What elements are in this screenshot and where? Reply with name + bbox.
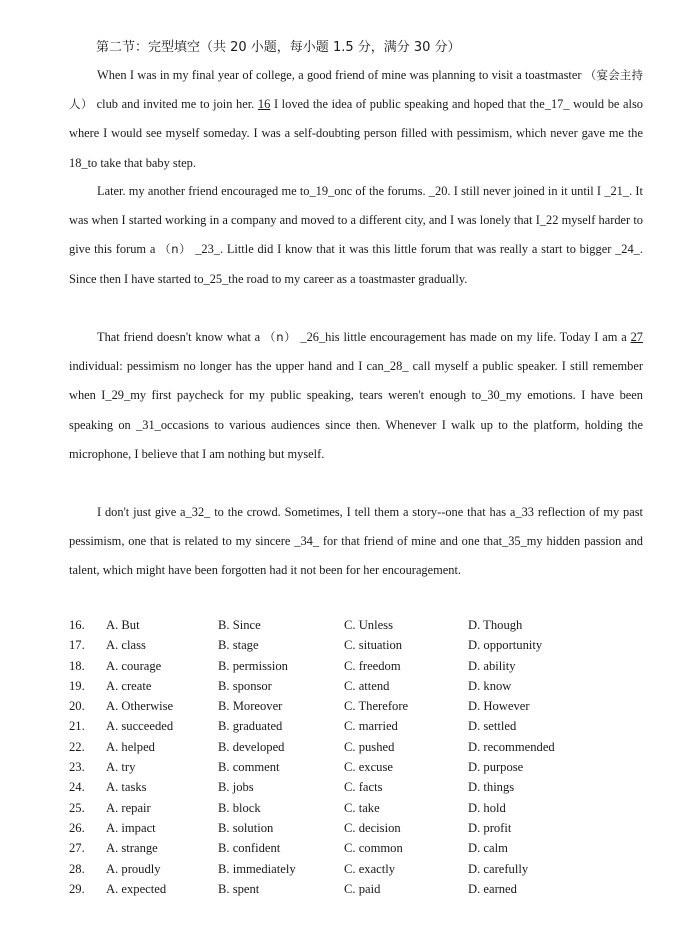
- option-b: B. Since: [218, 618, 261, 632]
- option-b: B. sponsor: [218, 678, 272, 693]
- section-heading: 第二节：完型填空（共 20 小题，每小题 1.5 分，满分 30 分）: [96, 40, 461, 55]
- option-c: C. freedom: [344, 658, 401, 673]
- passage-paragraph-2: [69, 177, 643, 294]
- passage-paragraph-4: [69, 498, 643, 586]
- passage-note: （n）: [159, 242, 192, 257]
- question-row-17: [69, 635, 659, 655]
- passage-note: （宴会主持人）: [69, 68, 643, 112]
- option-c: C. paid: [344, 881, 381, 896]
- option-c: C. situation: [344, 638, 403, 653]
- option-d: D. However: [468, 699, 530, 714]
- option-b: B. jobs: [218, 780, 254, 795]
- question-row-28: [69, 859, 659, 879]
- option-d: D. ability: [468, 658, 516, 673]
- question-row-25: [69, 798, 659, 818]
- option-c: C. attend: [344, 678, 390, 693]
- question-number: 27.: [69, 841, 85, 856]
- option-c: C. Therefore: [344, 699, 409, 714]
- answer-options-list: [69, 615, 659, 899]
- option-a: A. tasks: [106, 780, 147, 795]
- option-c: C. married: [344, 719, 398, 734]
- passage-text: club and invited me to join her.: [96, 97, 255, 112]
- question-number: 17.: [69, 638, 85, 653]
- option-c: C. Unless: [344, 618, 393, 632]
- passage-text: When I was in my final year of college, a good friend of mine was planning to visit a toastmaster: [97, 68, 582, 82]
- question-row-21: [69, 716, 659, 736]
- option-b: B. developed: [218, 739, 285, 754]
- passage-text: That friend doesn't know what a: [97, 330, 261, 344]
- option-d: D. Though: [468, 618, 523, 632]
- question-number: 18.: [69, 658, 85, 673]
- option-a: A. expected: [106, 881, 167, 896]
- passage-text: _23_. Little did I know that it was this little forum that was really a start to bigger _24_. Since then I have started to_25_the road to my career as a toastmaster gradually.: [69, 242, 643, 286]
- passage-paragraph-1: [69, 61, 643, 178]
- option-c: C. exactly: [344, 861, 396, 876]
- question-row-19: [69, 676, 659, 696]
- option-a: A. class: [106, 638, 146, 653]
- question-number: 20.: [69, 699, 85, 714]
- question-row-29: [69, 879, 659, 899]
- option-b: B. spent: [218, 881, 260, 896]
- option-a: A. strange: [106, 841, 158, 856]
- option-c: C. facts: [344, 780, 383, 795]
- option-a: A. proudly: [106, 861, 161, 876]
- option-a: A. impact: [106, 820, 156, 835]
- blank-27: 27: [630, 330, 643, 344]
- option-b: B. Moreover: [218, 699, 283, 714]
- option-b: B. graduated: [218, 719, 283, 734]
- option-d: D. earned: [468, 881, 517, 896]
- question-number: 19.: [69, 678, 85, 693]
- option-a: A. create: [106, 678, 152, 693]
- question-number: 21.: [69, 719, 85, 734]
- option-b: B. stage: [218, 638, 259, 653]
- question-number: 24.: [69, 780, 85, 795]
- option-b: B. block: [218, 800, 261, 815]
- question-row-23: [69, 757, 659, 777]
- question-number: 23.: [69, 760, 85, 775]
- question-row-26: [69, 818, 659, 838]
- option-d: D. know: [468, 678, 512, 693]
- option-b: B. confident: [218, 841, 281, 856]
- option-d: D. hold: [468, 800, 506, 815]
- option-c: C. pushed: [344, 739, 395, 754]
- passage-text: _26_his little encouragement has made on my life. Today I am a: [300, 330, 627, 344]
- option-d: D. things: [468, 780, 515, 795]
- question-row-20: [69, 696, 659, 716]
- passage-text: I don't just give a_32_ to the crowd. Sometimes, I tell them a story--one that has a_33 reflection of my past pessimism, one that is related to my sincere _34_ for that friend of mine and one that_35_my hidden passion and talent, which might have been forgotten had it not been for her encouragement.: [69, 505, 643, 578]
- question-number: 28.: [69, 861, 85, 876]
- question-number: 22.: [69, 739, 85, 754]
- question-number: 25.: [69, 800, 85, 815]
- blank-16: 16: [257, 97, 271, 112]
- option-a: A. try: [106, 760, 136, 775]
- option-a: A. But: [106, 618, 140, 632]
- passage-paragraph-3: [69, 323, 643, 469]
- option-a: A. courage: [106, 658, 162, 673]
- question-row-16: [69, 615, 659, 635]
- question-row-22: [69, 737, 659, 757]
- option-b: B. solution: [218, 820, 274, 835]
- option-d: D. settled: [468, 719, 517, 734]
- passage-text: I loved the idea of public speaking and hoped that the_17_ would be also where I would see myself someday. I was a self-doubting person filled with pessimism, which never gave me the 18_to take that baby step.: [69, 97, 644, 170]
- option-c: C. excuse: [344, 760, 393, 775]
- question-number: 26.: [69, 820, 85, 835]
- question-number: 16.: [69, 618, 85, 632]
- question-row-24: [69, 777, 659, 797]
- option-b: B. permission: [218, 658, 288, 673]
- option-b: B. immediately: [218, 861, 296, 876]
- option-d: D. profit: [468, 820, 512, 835]
- question-row-27: [69, 838, 659, 858]
- option-d: D. purpose: [468, 760, 524, 775]
- passage-text: Later. my another friend encouraged me to_19_onc of the forums. _20. I still never joined in it until I _21_. It was when I started working in a company and moved to a different city, and I was lonely that I_22 myself harder to give this forum a: [69, 184, 643, 257]
- question-number: 29.: [69, 881, 85, 896]
- option-b: B. comment: [218, 760, 280, 775]
- option-d: D. carefully: [468, 861, 529, 876]
- option-a: A. Otherwise: [106, 699, 174, 714]
- passage-text: individual: pessimism no longer has the upper hand and I can_28_ call myself a public speaker. I still remember when I_29_my first paycheck for my public speaking, tears weren't enough to_30_my emotions. I have been speaking on _31_occasions to various audiences since then. Whenever I walk up to the platform, holding the microphone, I believe that I am nothing but myself.: [69, 359, 643, 461]
- option-a: A. succeeded: [106, 719, 174, 734]
- option-c: C. take: [344, 800, 380, 815]
- option-a: A. helped: [106, 739, 155, 754]
- option-d: D. calm: [468, 841, 508, 856]
- passage-note: （n）: [264, 330, 297, 344]
- question-row-18: [69, 656, 659, 676]
- option-d: D. recommended: [468, 739, 555, 754]
- option-c: C. decision: [344, 820, 401, 835]
- option-a: A. repair: [106, 800, 151, 815]
- option-c: C. common: [344, 841, 403, 856]
- option-d: D. opportunity: [468, 638, 543, 653]
